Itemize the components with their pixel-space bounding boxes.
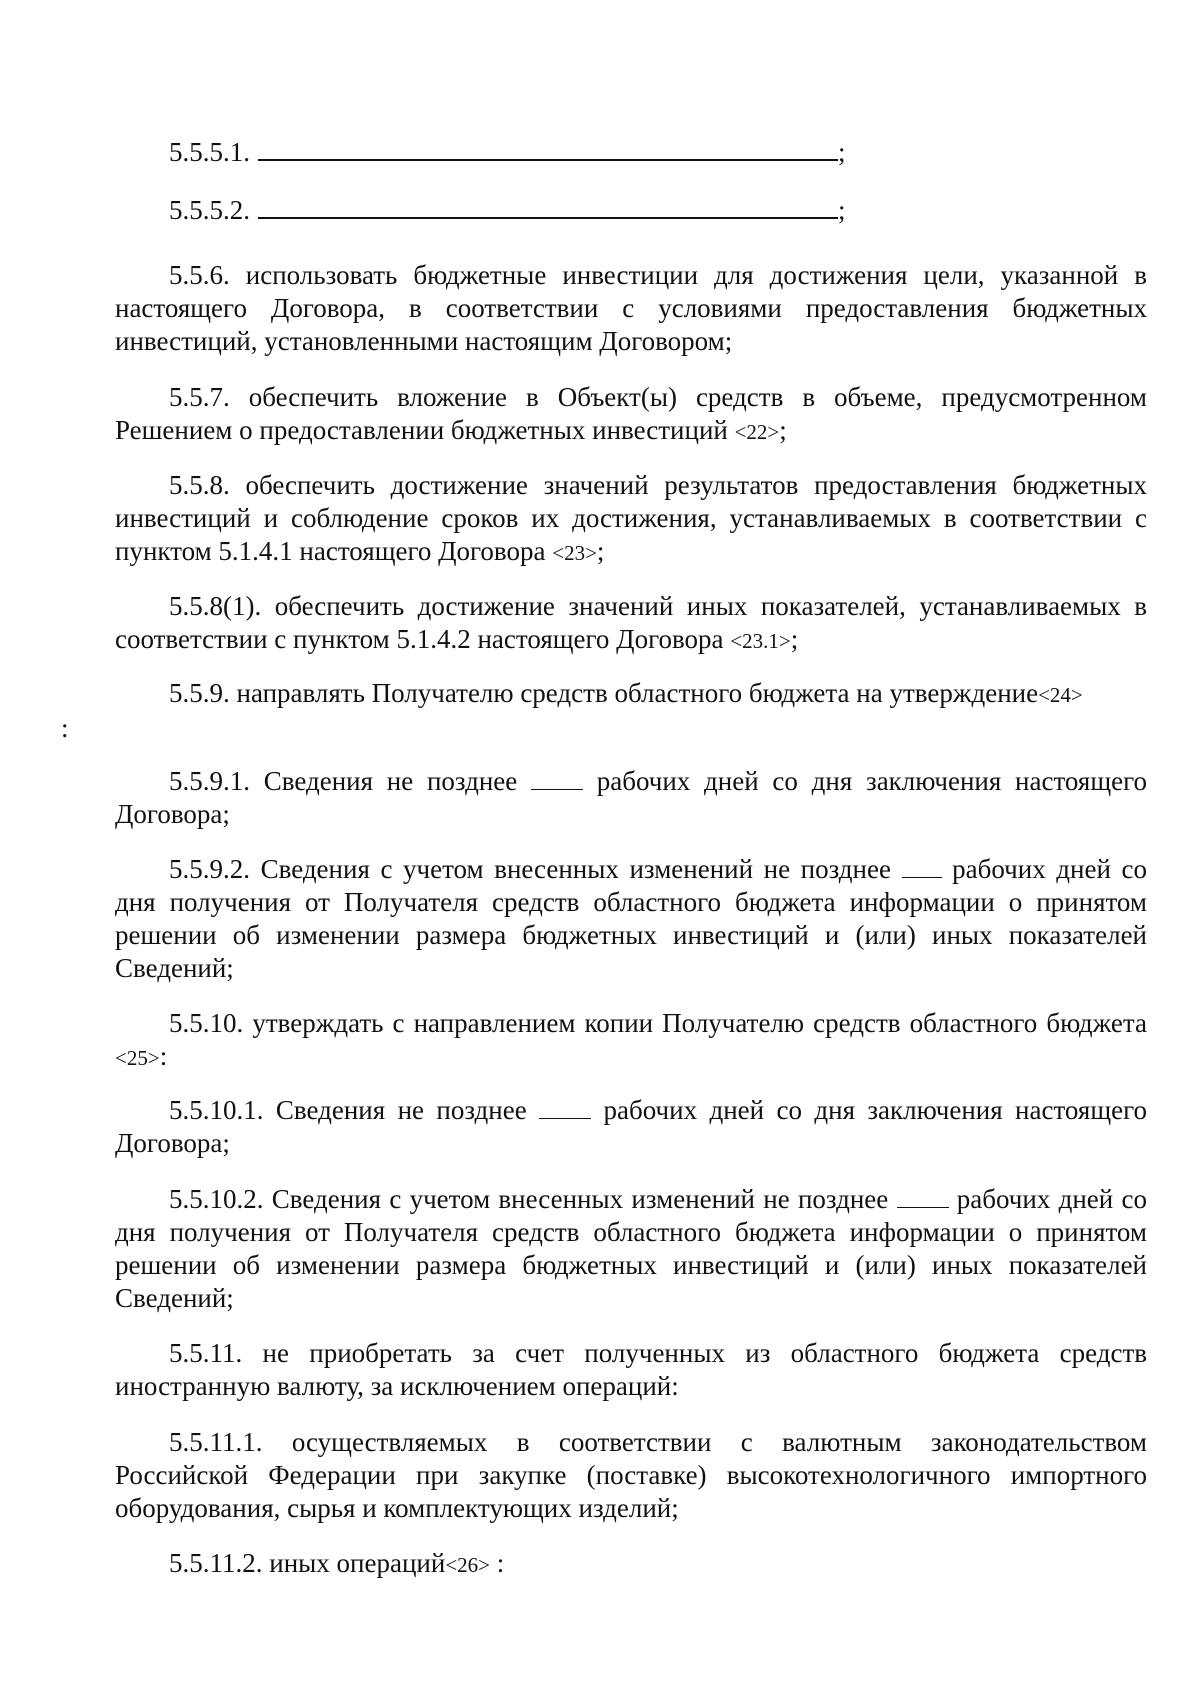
clause-5-5-11-2 [115,1547,1147,1582]
clause-text: 5.5.8. обеспечить достижение значений результатов предоставления бюджетных инвестиций и соблюдение сроков их достижения, устанавливаемых в соответствии с пунктом 5.1.4.1 настоящего Договора [115,470,1147,566]
clause-5-5-11 [115,1337,1147,1403]
clause-text: 5.5.6. использовать бюджетные инвестиции для достижения цели, указанной в настоящего Договора, в соответствии с условиями предоставления бюджетных инвестиций, установленными настоящим Договором; [115,260,1147,356]
clause-end: ; [838,137,846,167]
clause-text: 5.5.10.2. Сведения с учетом внесенных изменений не позднее [169,1184,897,1214]
clause-5-5-9-1 [115,765,1147,831]
clause-5-5-8 [115,469,1147,570]
clause-text: 5.5.10.1. Сведения не позднее [169,1095,540,1125]
days-blank [531,769,583,790]
fill-in-blank [258,195,838,219]
clause-5-5-9 [61,677,1147,745]
clause-5-5-11-1 [115,1426,1147,1525]
clause-number: 5.5.5.2. [169,195,250,225]
footnote-ref: <23> [552,541,597,565]
clause-end: ; [838,195,846,225]
footnote-ref: <23.1> [730,629,791,653]
clause-end: : [61,713,69,743]
clause-text: 5.5.10. утверждать с направлением копии Получателю средств областного бюджета [169,1008,1147,1038]
clause-number: 5.5.5.1. [169,137,250,167]
clause-end: : [159,1041,168,1071]
clause-end: ; [596,536,605,566]
clause-5-5-5-1 [115,136,1147,169]
clause-text: 5.5.9.1. Сведения не позднее [169,766,531,796]
clause-text: 5.5.7. обеспечить вложение в Объект(ы) средств в объеме, предусмотренном Решением о предоставлении бюджетных инвестиций [115,382,1147,445]
clause-5-5-9-2 [115,853,1147,985]
clause-5-5-10-2 [115,1183,1147,1315]
footnote-ref: <25> [115,1046,160,1070]
days-blank [539,1098,591,1119]
days-blank [897,1187,949,1208]
footnote-ref: <26> [445,1553,490,1577]
clause-5-5-5-2 [115,194,1147,227]
clause-text: 5.5.11.2. иных операций [169,1548,446,1578]
clause-5-5-7 [115,381,1147,449]
clause-5-5-8-1 [115,590,1147,658]
clause-end: ; [779,415,787,445]
clause-text-cont: рабочих дней со дня получения от Получателя средств областного бюджета информации о принятом решении об изменении размера бюджетных инвестиций и (или) иных показателей Сведений; [115,1184,1147,1313]
clause-end: ; [790,624,799,654]
clause-end: : [490,1548,505,1578]
fill-in-blank [258,137,838,161]
clause-text-cont: рабочих дней со дня заключения настоящего Договора; [115,1095,1148,1158]
days-blank [902,857,942,878]
clause-5-5-6 [115,259,1147,358]
clause-text: 5.5.9. направлять Получателю средств областного бюджета на утверждение [169,678,1039,708]
clause-text-cont: рабочих дней со дня получения от Получателя средств областного бюджета информации о принятом решении об изменении размера бюджетных инвестиций и (или) иных показателей Сведений; [115,854,1147,983]
clause-text: 5.5.11. не приобретать за счет полученных из областного бюджета средств иностранную валюту, за исключением операций: [115,1338,1147,1401]
clause-text: 5.5.11.1. осуществляемых в соответствии с валютным законодательством Российской Федерации при закупке (поставке) высокотехнологичного импортного оборудования, сырья и комплектующих изделий; [115,1427,1147,1523]
clause-5-5-10 [115,1007,1147,1075]
clause-5-5-10-1 [115,1094,1147,1160]
clause-text: 5.5.9.2. Сведения с учетом внесенных изменений не позднее [169,854,902,884]
footnote-ref: <24> [1038,683,1083,707]
clause-text: 5.5.8(1). обеспечить достижение значений иных показателей, устанавливаемых в соответствии с пунктом 5.1.4.2 настоящего Договора [115,591,1147,654]
clause-text-cont: рабочих дней со дня заключения настоящего Договора; [115,766,1147,829]
footnote-ref: <22> [734,420,780,444]
